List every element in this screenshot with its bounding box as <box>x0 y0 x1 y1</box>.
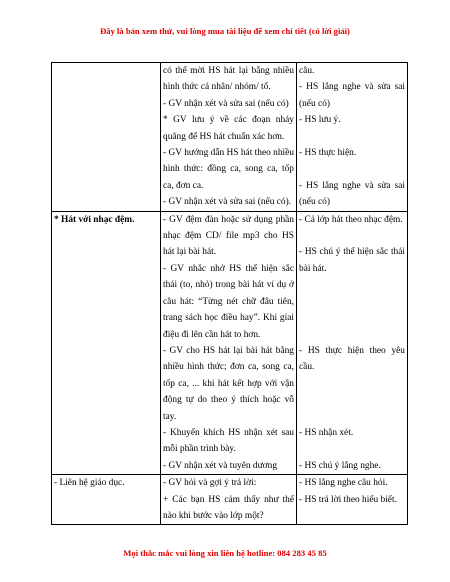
student-activity-cell <box>297 63 408 212</box>
teacher-step: - GV nhắc nhở HS thể hiện sắc thái (to, nhỏ) trong bài hát ví dụ ở câu hát: “Từng nét chữ đâu tiên, trang sách học điều hay”. Khi giai điệu đi lên cần hát to hơn. <box>163 263 294 340</box>
teacher-step: - GV hướng dẫn HS hát theo nhiều hình thức: đồng ca, song ca, tốp ca, đơn ca. <box>163 148 294 191</box>
lesson-table <box>51 62 408 525</box>
teacher-step: - GV nhận xét và sửa sai (nếu có) <box>163 98 289 109</box>
teacher-activity-cell <box>161 63 297 212</box>
teacher-step: - GV hỏi và gợi ý trả lời: <box>163 478 257 489</box>
teacher-step: - Khuyến khích HS nhận xét sau mỗi phần trình bày. <box>163 427 294 455</box>
student-step: - HS thực hiện theo yêu cầu. <box>299 345 405 373</box>
teacher-activity-cell <box>161 211 297 475</box>
student-step: - HS chú ý thể hiện sắc thái bài hát. <box>299 247 405 274</box>
activity-cell <box>52 63 161 212</box>
activity-cell: * Hát với nhạc đệm. <box>52 211 161 475</box>
student-step: - HS trả lời theo hiểu biết. <box>299 494 397 505</box>
teacher-step: + Các bạn HS cảm thấy như thế nào khi bước vào lớp một? <box>163 494 294 521</box>
table-row <box>52 63 408 212</box>
teacher-step: - GV nhận xét và sửa sai (nếu có). <box>163 197 292 208</box>
student-step: - HS lắng nghe câu hỏi. <box>299 478 388 489</box>
teacher-step: - GV cho HS hát lại bài hát bằng nhiều hình thức; đơn ca, song ca, tốp ca, ... khi hát kết hợp với vận động tự do theo ý thích hoặc vỗ tay. <box>163 345 294 422</box>
student-activity-cell <box>297 211 408 475</box>
hotline-footer: Mọi thắc mắc vui lòng xin liên hệ hotline: 084 283 45 85 <box>123 548 327 558</box>
teacher-step: - GV đệm đàn hoặc sử dụng phần nhạc đệm CD/ file mp3 cho HS hát lại bài hát. <box>163 214 294 258</box>
teacher-step: - GV nhận xét và tuyên dương <box>163 460 278 471</box>
activity-cell: - Liên hệ giáo dục. <box>52 475 161 525</box>
student-activity-cell <box>297 475 408 525</box>
student-step: - HS lưu ý. <box>299 115 341 126</box>
table-row <box>52 211 408 475</box>
student-step: - HS nhận xét. <box>299 427 354 438</box>
student-step: - HS chú ý lắng nghe. <box>299 460 381 471</box>
student-step: - HS lắng nghe và sửa sai (nếu có) <box>299 82 405 109</box>
teacher-step: có thể mời HS hát lại bằng nhiều hình thức cá nhân/ nhóm/ tổ. <box>163 66 294 93</box>
table-row <box>52 475 408 525</box>
teacher-activity-cell <box>161 475 297 525</box>
teacher-step: * GV lưu ý về các đoạn nháy quãng để HS hát chuẩn xác hơn. <box>163 115 294 142</box>
student-step: - HS thực hiện. <box>299 148 357 159</box>
preview-banner: Đây là bản xem thử, vui lòng mua tài liệu để xem chi tiết (có lời giải) <box>100 26 350 36</box>
student-step: câu. <box>299 66 315 76</box>
student-step: - Cả lớp hát theo nhạc đệm. <box>299 214 403 225</box>
student-step: - HS lắng nghe và sửa sai (nếu có) <box>299 180 405 208</box>
